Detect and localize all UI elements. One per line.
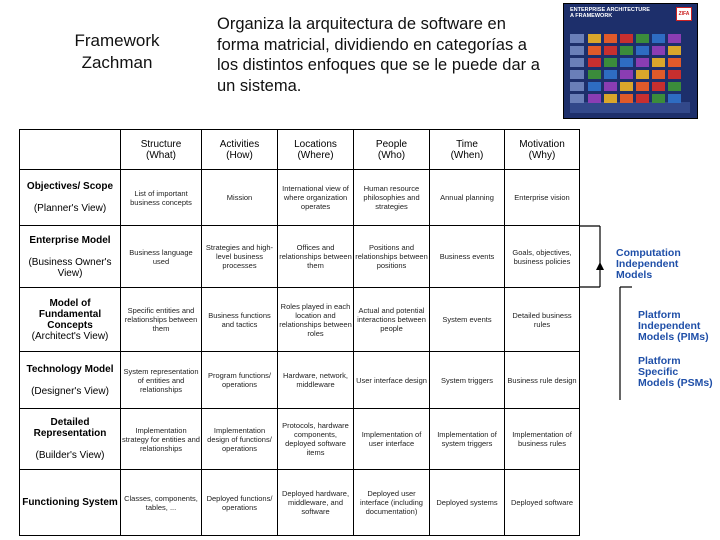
poster-cell: [604, 34, 617, 43]
matrix-cell: Program functions/ operations: [202, 352, 278, 408]
poster-cell: [588, 70, 601, 79]
matrix-cell: System triggers: [430, 352, 505, 408]
poster-cell: [652, 82, 665, 91]
poster-cell: [668, 58, 681, 67]
poster-cell: [636, 34, 649, 43]
matrix-row-detailed-representation: [20, 408, 580, 470]
matrix-cell: Annual planning: [430, 170, 505, 226]
matrix-header-row: [20, 130, 580, 170]
poster-cell: [668, 46, 681, 55]
poster-cell: [620, 58, 633, 67]
matrix-cell: Hardware, network, middleware: [278, 352, 354, 408]
poster-footer: [570, 102, 690, 113]
matrix-cell: Offices and relationships between them: [278, 226, 354, 288]
poster-cell: [604, 94, 617, 103]
matrix-cell: Classes, components, tables, ...: [121, 470, 202, 536]
poster-row-label: [570, 82, 584, 91]
poster-cell: [620, 70, 633, 79]
poster-cell: [668, 94, 681, 103]
poster-cell: [620, 94, 633, 103]
matrix-cell: List of important business concepts: [121, 170, 202, 226]
column-header-activities: Activities (How): [202, 130, 278, 170]
poster-title: ENTERPRISE ARCHITECTURE A FRAMEWORK: [570, 7, 650, 19]
slide-description: Organiza la arquitectura de software en forma matricial, dividiendo en categorías a los distintos enfoques que se le puede dar a un sistema.: [217, 15, 540, 95]
matrix-row-technology-model: [20, 352, 580, 408]
row-header-scope: Objectives/ Scope (Planner's View): [20, 170, 121, 226]
matrix-cell: Deployed software: [505, 470, 580, 536]
matrix-cell: Detailed business rules: [505, 287, 580, 352]
poster-cell: [652, 70, 665, 79]
matrix-cell: Roles played in each location and relationships between roles: [278, 287, 354, 352]
psm-label: Platform Specific Models (PSMs): [638, 355, 713, 389]
matrix-cell: System representation of entities and relationships: [121, 352, 202, 408]
matrix-cell: Implementation of business rules: [505, 408, 580, 470]
matrix-cell: Protocols, hardware components, deployed software items: [278, 408, 354, 470]
poster-cell: [604, 82, 617, 91]
matrix-cell: Deployed user interface (including documentation): [354, 470, 430, 536]
pim-label: Platform Independent Models (PIMs): [638, 309, 709, 343]
poster-cell: [604, 70, 617, 79]
matrix-cell: Business language used: [121, 226, 202, 288]
column-header-locations: Locations (Where): [278, 130, 354, 170]
poster-row-label: [570, 58, 584, 67]
framework-poster-thumbnail: [563, 3, 698, 119]
poster-cell: [636, 46, 649, 55]
row-header-fundamental-concepts: Model of Fundamental Concepts (Architect's View): [20, 287, 121, 352]
matrix-cell: Implementation design of functions/ operations: [202, 408, 278, 470]
matrix-cell: Strategies and high-level business processes: [202, 226, 278, 288]
row-header-enterprise-model: Enterprise Model (Business Owner's View): [20, 226, 121, 288]
poster-cell: [588, 58, 601, 67]
matrix-row-enterprise-model: [20, 226, 580, 288]
poster-cell: [588, 46, 601, 55]
poster-row-label: [570, 34, 584, 43]
poster-cell: [652, 94, 665, 103]
poster-cell: [668, 34, 681, 43]
poster-cell: [588, 34, 601, 43]
matrix-cell: Positions and relationships between positions: [354, 226, 430, 288]
poster-row-label: [570, 94, 584, 103]
zifa-logo: ZIFA: [676, 7, 692, 21]
matrix-cell: Mission: [202, 170, 278, 226]
row-header-functioning-system: Functioning System: [20, 470, 121, 536]
matrix-cell: Business functions and tactics: [202, 287, 278, 352]
poster-cell: [668, 82, 681, 91]
matrix-cell: International view of where organization operates: [278, 170, 354, 226]
matrix-row-functioning-system: [20, 470, 580, 536]
column-header-time: Time (When): [430, 130, 505, 170]
matrix-cell: Human resource philosophies and strategies: [354, 170, 430, 226]
poster-row-label: [570, 70, 584, 79]
matrix-cell: Enterprise vision: [505, 170, 580, 226]
matrix-cell: Goals, objectives, business policies: [505, 226, 580, 288]
matrix-cell: User interface design: [354, 352, 430, 408]
cim-arrow-icon: [596, 262, 604, 270]
slide-title: Framework Zachman: [74, 31, 160, 72]
poster-cell: [636, 70, 649, 79]
poster-cell: [668, 70, 681, 79]
poster-cell: [636, 58, 649, 67]
cim-label: Computation Independent Models: [616, 247, 681, 281]
corner-cell: [20, 130, 121, 170]
matrix-cell: System events: [430, 287, 505, 352]
poster-cell: [588, 94, 601, 103]
poster-cell: [636, 82, 649, 91]
matrix-cell: Business events: [430, 226, 505, 288]
poster-cell: [652, 58, 665, 67]
poster-row-label: [570, 46, 584, 55]
column-header-people: People (Who): [354, 130, 430, 170]
matrix-cell: Deployed hardware, middleware, and software: [278, 470, 354, 536]
poster-cell: [588, 82, 601, 91]
poster-cell: [652, 34, 665, 43]
column-header-motivation: Motivation (Why): [505, 130, 580, 170]
poster-cell: [620, 46, 633, 55]
row-header-detailed-representation: Detailed Representation (Builder's View): [20, 408, 121, 470]
poster-cell: [620, 34, 633, 43]
zachman-matrix: [19, 129, 580, 536]
matrix-cell: Deployed systems: [430, 470, 505, 536]
matrix-cell: Business rule design: [505, 352, 580, 408]
poster-cell: [636, 94, 649, 103]
matrix-cell: Actual and potential interactions between people: [354, 287, 430, 352]
matrix-row-scope: [20, 170, 580, 226]
poster-cell: [604, 58, 617, 67]
row-header-technology-model: Technology Model (Designer's View): [20, 352, 121, 408]
matrix-cell: Implementation of user interface: [354, 408, 430, 470]
matrix-cell: Specific entities and relationships between them: [121, 287, 202, 352]
matrix-row-fundamental-concepts: [20, 287, 580, 352]
matrix-cell: Implementation of system triggers: [430, 408, 505, 470]
column-header-structure: Structure (What): [121, 130, 202, 170]
matrix-cell: Deployed functions/ operations: [202, 470, 278, 536]
poster-cell: [652, 46, 665, 55]
poster-cell: [604, 46, 617, 55]
matrix-cell: Implementation strategy for entities and relationships: [121, 408, 202, 470]
poster-cell: [620, 82, 633, 91]
